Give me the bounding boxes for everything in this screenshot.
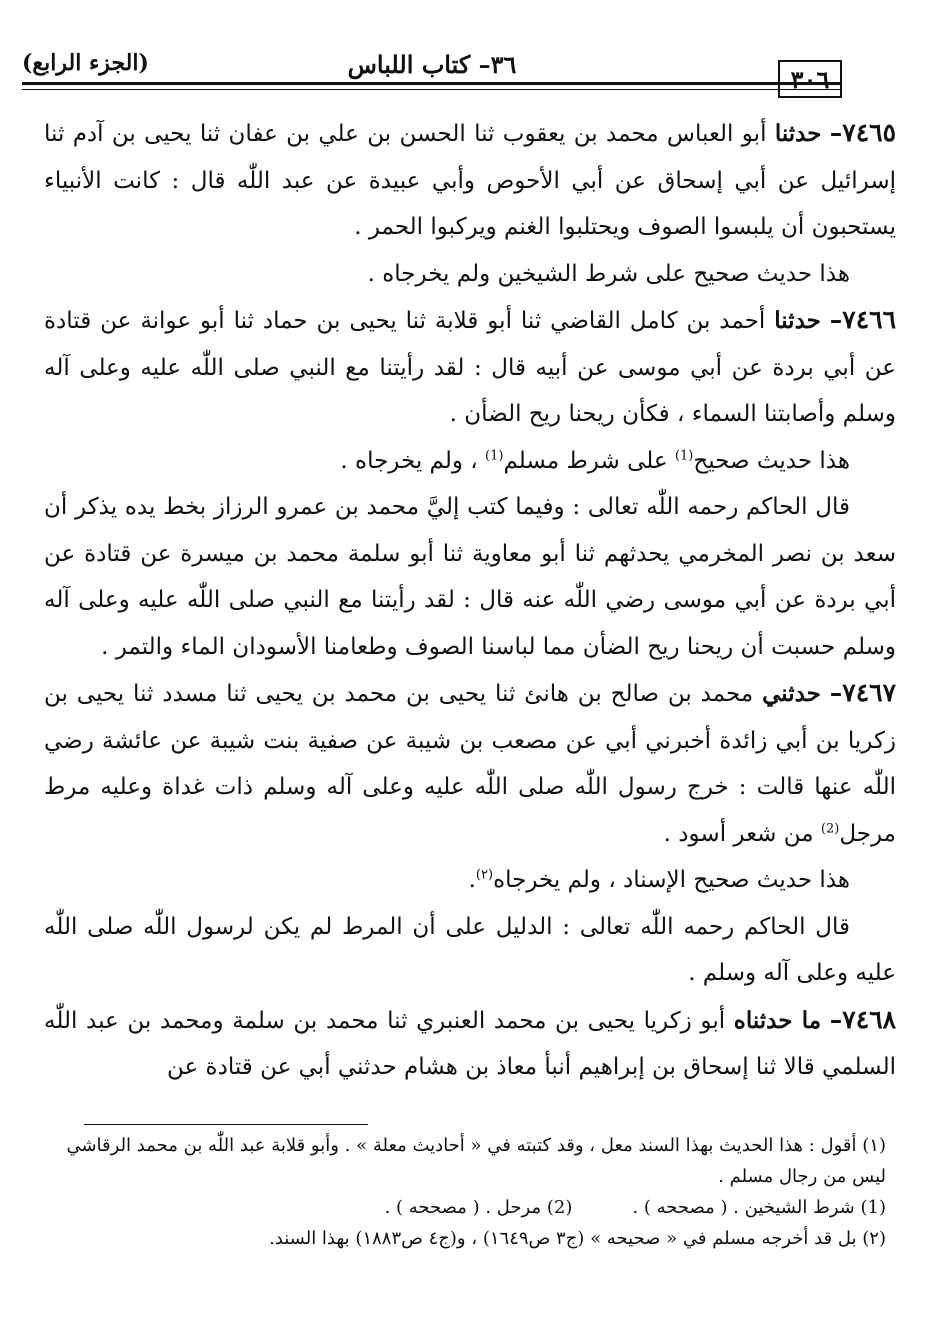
hadith-grading: هذا حديث صحيح على شرط الشيخين ولم يخرجاه .	[367, 260, 850, 287]
hadith-text: أبو العباس محمد بن يعقوب ثنا الحسن بن علي بن عفان ثنا يحيى بن آدم ثنا إسرائيل عن أبي إسحاق عن أبي الأحوص وأبي عبيدة عن عبد اللّٰه قال : كانت الأنبياء يستحبون أن يلبسوا الصوف ويحتلبوا الغنم ويركبوا الحمر .	[44, 121, 896, 240]
footnote-2	[44, 1223, 886, 1254]
hadith-lead: ما حدثناه	[733, 1006, 822, 1034]
hadith-7465	[44, 110, 896, 251]
footnote-row	[44, 1192, 886, 1223]
hadith-7467	[44, 670, 896, 857]
grading-part: على شرط مسلم	[503, 447, 675, 474]
footnote-mark: (٢)	[862, 1228, 886, 1249]
footnote-text: بل قد أخرجه مسلم في « صحيحه » (ج٣ ص١٦٤٩) ، و(ج٤ ص١٨٨٣) بهذا السند.	[269, 1228, 857, 1249]
hadith-text: أبو زكريا يحيى بن محمد العنبري ثنا محمد بن سلمة ومحمد بن عبد اللّٰه السلمي قالا ثنا إسحاق بن إبراهيم أنبأ معاذ بن هشام حدثني أبي عن قتادة عن	[44, 1007, 896, 1080]
header-rule-thin	[22, 89, 842, 90]
hadith-number: ٧٤٦٥–	[829, 118, 897, 147]
grading-part: هذا حديث صحيح الإسناد ، ولم يخرجاه	[493, 867, 850, 893]
header-rule-thick	[22, 82, 842, 85]
footnote-rule	[84, 1124, 368, 1125]
hakim-comment: قال الحاكم رحمه اللّٰه تعالى : وفيما كتب إليَّ محمد بن عمرو الرزاز بخط يده يذكر أن سعد بن نصر المخرمي يحدثهم ثنا أبو معاوية ثنا أبو سلمة محمد بن ميسرة عن قتادة عن أبي بردة عن أبي موسى رضي اللّٰه عنه قال : لقد رأيتنا مع النبي صلى اللّٰه عليه وعلى آله وسلم حسبت أن ريحنا ريح الضأن مما لباسنا الصوف وطعامنا الأسودان الماء والتمر .	[44, 494, 896, 660]
footnote-ref: (٢)	[475, 867, 494, 883]
hakim-comment: قال الحاكم رحمه اللّٰه تعالى : الدليل على أن المرط لم يكن لرسول اللّٰه صلى اللّٰه عليه وعلى آله وسلم .	[44, 913, 896, 986]
hadith-7466	[44, 297, 896, 438]
grading-part: ، ولم يخرجاه .	[340, 447, 486, 474]
footnote-mark: (2)	[546, 1197, 573, 1218]
hadith-text: محمد بن صالح بن هانئ ثنا يحيى بن محمد بن يحيى ثنا مسدد ثنا يحيى بن زكريا بن أبي زائدة أخبرني أبي عن مصعب بن شيبة عن صفية بنت شيبة عن عائشة رضي اللّٰه عنها قالت : خرج رسول اللّٰه صلى اللّٰه عليه وعلى آله وسلم ذات غداة وعليه مرط مرجل	[44, 681, 896, 847]
page-number: ٣٠٦	[778, 60, 842, 98]
chapter-title: ٣٦– كتاب اللباس	[347, 50, 517, 79]
footnote-text: أقول : هذا الحديث بهذا السند معل ، وقد كتبته في « أحاديث معلة » . وأبو قلابة عبد اللّٰه بن محمد الرقاشي ليس من رجال مسلم .	[66, 1135, 886, 1187]
footnote-text: شرط الشيخين . ( مصححه ) .	[632, 1197, 855, 1218]
grading-part: هذا حديث صحيح	[693, 447, 850, 474]
footnotes	[44, 1130, 886, 1254]
hadith-grading	[44, 857, 896, 904]
hadith-7468	[44, 997, 896, 1091]
hadith-number: ٧٤٦٨–	[829, 1004, 897, 1034]
main-text	[44, 110, 896, 1091]
hadith-grading	[44, 438, 896, 485]
hadith-lead: حدثنا	[774, 307, 821, 334]
hadith-text: أحمد بن كامل القاضي ثنا أبو قلابة ثنا يحيى بن حماد ثنا أبو عوانة عن قتادة عن أبي بردة عن أبي موسى عن أبيه قال : لقد رأيتنا مع النبي صلى اللّٰه عليه وعلى آله وسلم وأصابتنا السماء ، فكأن ريحنا ريح الضأن .	[44, 308, 896, 427]
volume-label: (الجزء الرابع)	[22, 50, 149, 76]
footnote-ref: (2)	[820, 820, 840, 836]
footnote-mark: (1)	[860, 1197, 886, 1218]
hadith-text: من شعر أسود .	[663, 820, 821, 847]
hadith-lead: حدثني	[762, 680, 821, 707]
hadith-number: ٧٤٦٦–	[829, 305, 897, 334]
footnote-ref: (1)	[485, 447, 504, 463]
footnote-mark: (١)	[862, 1135, 886, 1156]
page-header	[22, 44, 842, 94]
footnote-ref: (1)	[674, 447, 694, 463]
hadith-lead: حدثنا	[774, 120, 822, 147]
footnote-b	[385, 1192, 573, 1223]
hadith-number: ٧٤٦٧–	[829, 678, 897, 707]
footnote-1	[44, 1130, 886, 1192]
footnote-a	[632, 1192, 886, 1223]
grading-part: .	[468, 867, 476, 893]
footnote-text: مرحل . ( مصححه ) .	[384, 1197, 542, 1218]
